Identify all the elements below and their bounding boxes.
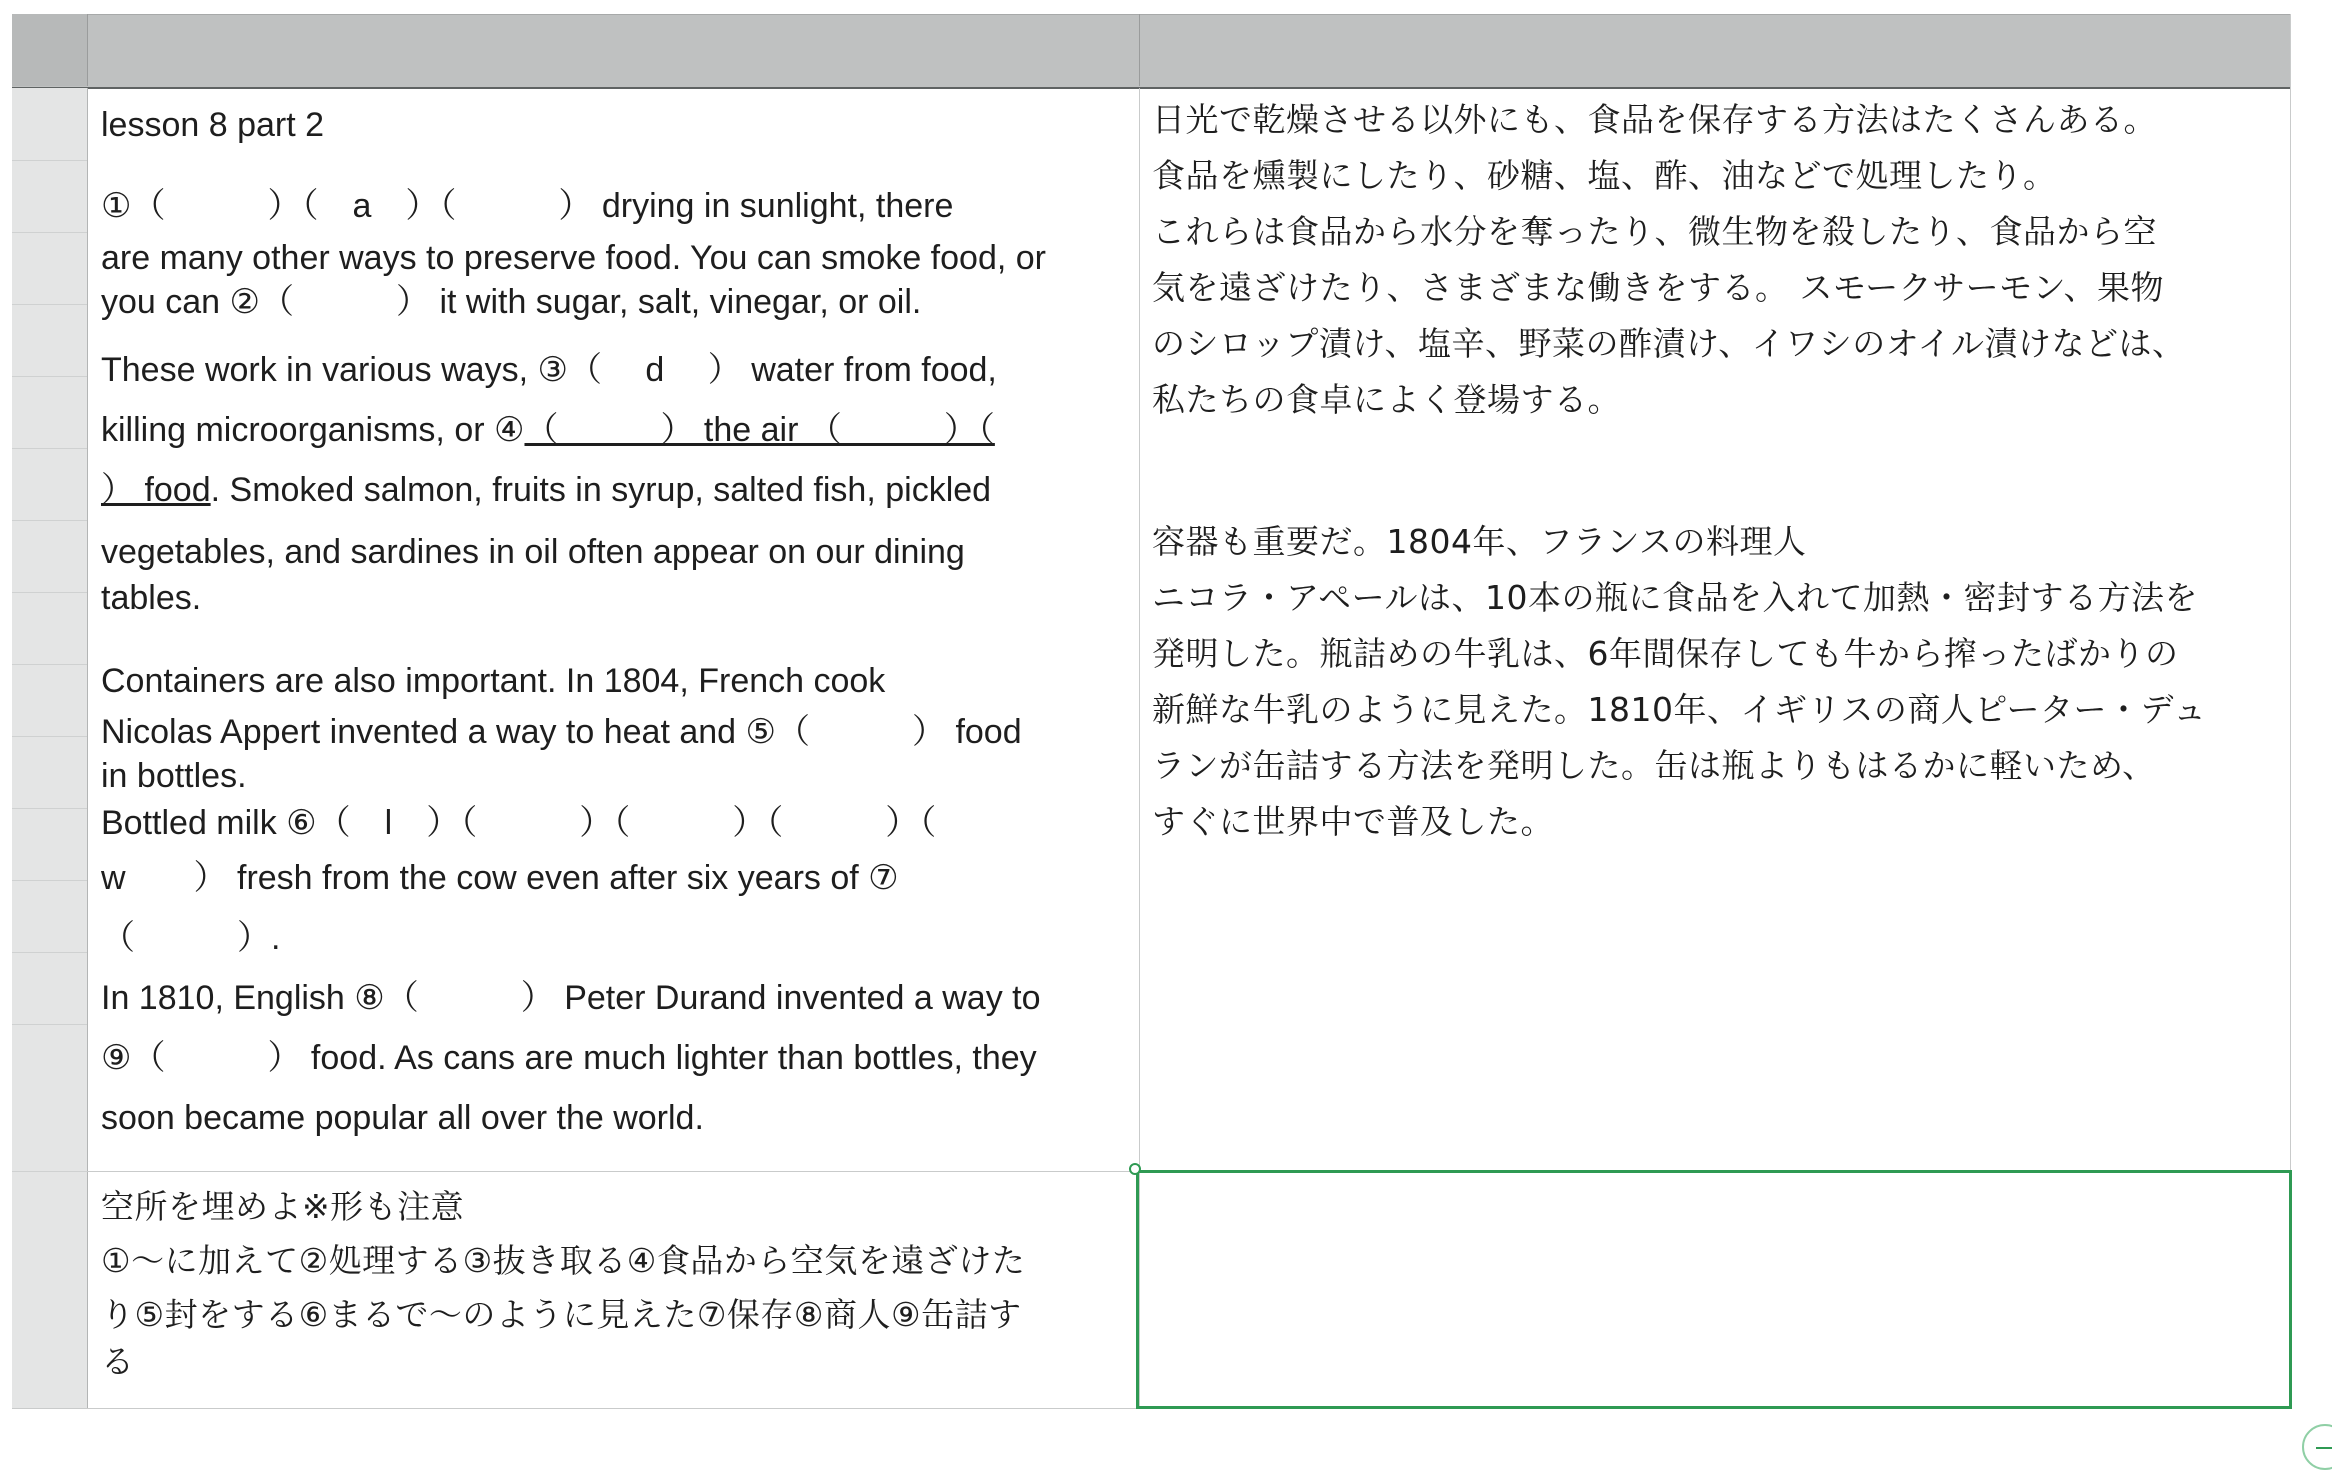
column-header-a[interactable] [87, 14, 1140, 86]
translation-line: 発明した。瓶詰めの牛乳は、6年間保存しても牛から搾ったばかりの [1152, 634, 2179, 673]
hints-cell[interactable] [101, 1180, 1131, 1406]
selected-cell[interactable] [1136, 1170, 2292, 1409]
passage-line: you can ②（ ） it with sugar, salt, vinegar, or oil. [101, 283, 922, 321]
passage-line: soon became popular all over the world. [101, 1099, 704, 1137]
translation-line: 日光で乾燥させる以外にも、食品を保存する方法はたくさんある。 [1152, 100, 2157, 139]
hint-line: 空所を埋めよ※形も注意 [101, 1187, 465, 1226]
translation-line: 私たちの食卓によく登場する。 [1152, 380, 1621, 419]
row-header-gutter[interactable] [12, 88, 88, 1408]
translation-line: 新鮮な牛乳のように見えた。1810年、イギリスの商人ピーター・デュ [1152, 690, 2207, 729]
passage-line: killing microorganisms, or ④（ ） the air （ ）（ [101, 411, 995, 449]
translation-line: 容器も重要だ。1804年、フランスの料理人 [1152, 522, 1807, 561]
passage-line: in bottles. [101, 757, 247, 795]
underlined-blank: （ ） the air （ ）（ [524, 411, 995, 449]
column-header-b[interactable] [1139, 14, 2291, 86]
translation-line: 気を遠ざけたり、さまざまな働きをする。 スモークサーモン、果物 [1152, 268, 2165, 307]
hint-line: ①〜に加えて②処理する③抜き取る④食品から空気を遠ざけた [101, 1241, 1026, 1280]
hint-line: り⑤封をする⑥まるで〜のように見えた⑦保存⑧商人⑨缶詰す [101, 1295, 1022, 1334]
lesson-title: lesson 8 part 2 [101, 106, 325, 144]
translation-line: のシロップ漬け、塩辛、野菜の酢漬け、イワシのオイル漬けなどは、 [1152, 324, 2186, 363]
passage-line: （ ）. [101, 919, 281, 957]
translation-line: 食品を燻製にしたり、砂糖、塩、酢、油などで処理したり。 [1152, 156, 2057, 195]
japanese-translation-cell[interactable] [1152, 92, 2282, 1166]
passage-line: Bottled milk ⑥（ l ）（ ）（ ）（ ）（ [101, 804, 937, 842]
passage-line: Nicolas Appert invented a way to heat and ⑤（ ） food [101, 713, 1022, 751]
select-all-corner[interactable] [12, 14, 88, 86]
translation-line: ランが缶詰する方法を発明した。缶は瓶よりもはるかに軽いため、 [1152, 746, 2156, 785]
passage-line: are many other ways to preserve food. You can smoke food, or [101, 239, 1046, 277]
passage-line: Containers are also important. In 1804, French cook [101, 662, 886, 700]
passage-line: ） food. Smoked salmon, fruits in syrup, salted fish, pickled [101, 471, 992, 509]
translation-line: ニコラ・アペールは、10本の瓶に食品を入れて加熱・密封する方法を [1152, 578, 2199, 617]
passage-line: w ） fresh from the cow even after six years of ⑦ [101, 859, 899, 897]
translation-line: これらは食品から水分を奪ったり、微生物を殺したり、食品から空 [1152, 212, 2157, 251]
passage-line: vegetables, and sardines in oil often appear on our dining [101, 533, 965, 571]
selection-resize-handle[interactable] [1129, 1163, 1141, 1175]
english-passage-cell[interactable] [101, 96, 1131, 1170]
hint-line: る [101, 1342, 135, 1381]
collapse-icon[interactable] [2302, 1424, 2332, 1470]
translation-line: すぐに世界中で普及した。 [1152, 802, 1554, 841]
passage-line: ⑨（ ） food. As cans are much lighter than bottles, they [101, 1039, 1037, 1077]
passage-line: ①（ ）（ a ）（ ） drying in sunlight, there [101, 187, 954, 225]
passage-line: tables. [101, 579, 202, 617]
underlined-blank: ） food [101, 471, 211, 509]
passage-line: These work in various ways, ③（ d ） water from food, [101, 351, 997, 389]
passage-line: In 1810, English ⑧（ ） Peter Durand invented a way to [101, 979, 1041, 1017]
